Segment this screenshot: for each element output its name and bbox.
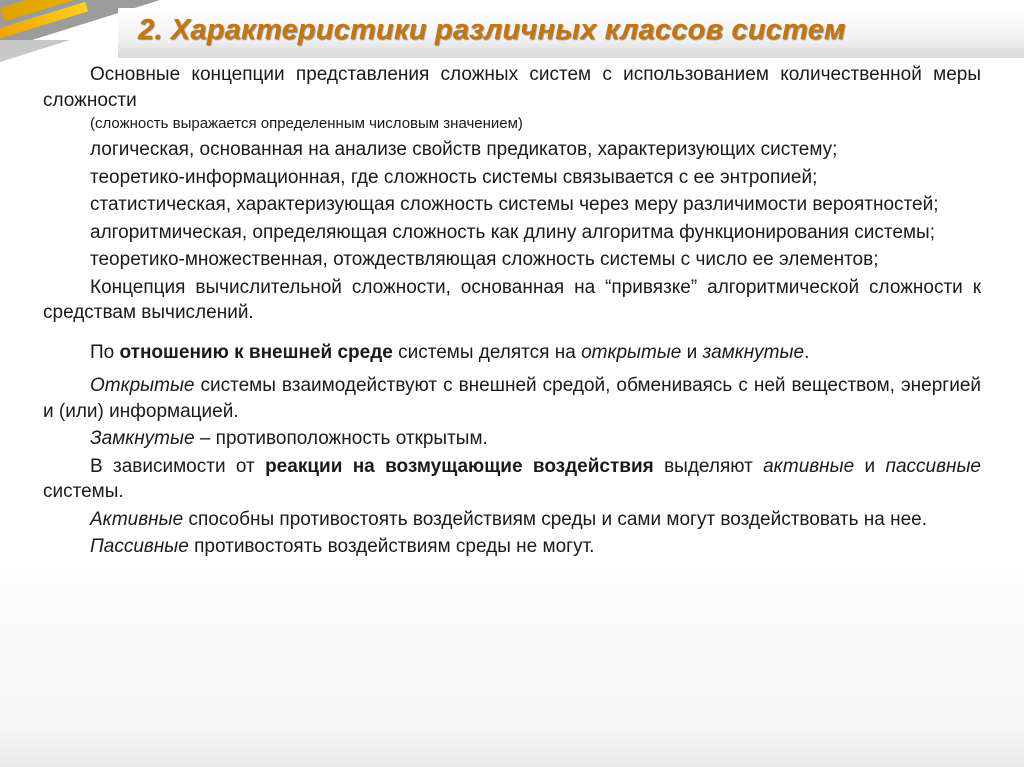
list-item-information: теоретико-информационная, где сложность системы связывается с ее энтропией; — [90, 166, 818, 188]
paragraph-intro: Основные концепции представления сложных систем с использованием количественной меры сложности — [43, 64, 981, 111]
list-item-computational: Концепция вычислительной сложности, основанная на “привязке” алгоритмической сложности к средствам вычислений. — [43, 276, 981, 323]
bottom-shade — [0, 731, 1024, 767]
paragraph-passive-systems: Пассивные противостоять воздействиям среды не могут. — [90, 536, 595, 557]
list-item-statistical: статистическая, характеризующая сложность системы через меру различимости вероятностей; — [90, 194, 939, 215]
paragraph-note: (сложность выражается определенным числовым значением) — [90, 115, 523, 132]
paragraph-active-systems: Активные способны противостоять воздействиям среды и сами могут воздействовать на нее. — [90, 508, 928, 530]
list-item-set-theoretic: теоретико-множественная, отождествляющая сложность системы с число ее элементов; — [90, 249, 879, 270]
emphasis-environment: отношению к внешней среде — [119, 341, 393, 363]
page-title: 2. Характеристики различных классов систем — [138, 14, 846, 46]
paragraph-environment: По отношению к внешней среде системы делятся на открытые и замкнутые. — [90, 341, 810, 363]
list-item-algorithmic: алгоритмическая, определяющая сложность как длину алгоритма функционирования системы; — [90, 221, 935, 243]
paragraph-closed-systems: Замкнутые – противоположность открытым. — [90, 428, 488, 449]
corner-decoration-gray-light — [0, 40, 70, 62]
slide-body — [43, 62, 981, 560]
emphasis-reaction: реакции на возмущающие воздействия — [265, 455, 654, 477]
paragraph-open-systems: Открытые системы взаимодействуют с внешней средой, обмениваясь с ней веществом, энергией и (или) информацией. — [43, 375, 981, 422]
list-item-logical: логическая, основанная на анализе свойств предикатов, характеризующих систему; — [90, 139, 838, 160]
paragraph-reaction: В зависимости от реакции на возмущающие воздействия выделяют активные и пассивные системы. — [43, 455, 981, 502]
